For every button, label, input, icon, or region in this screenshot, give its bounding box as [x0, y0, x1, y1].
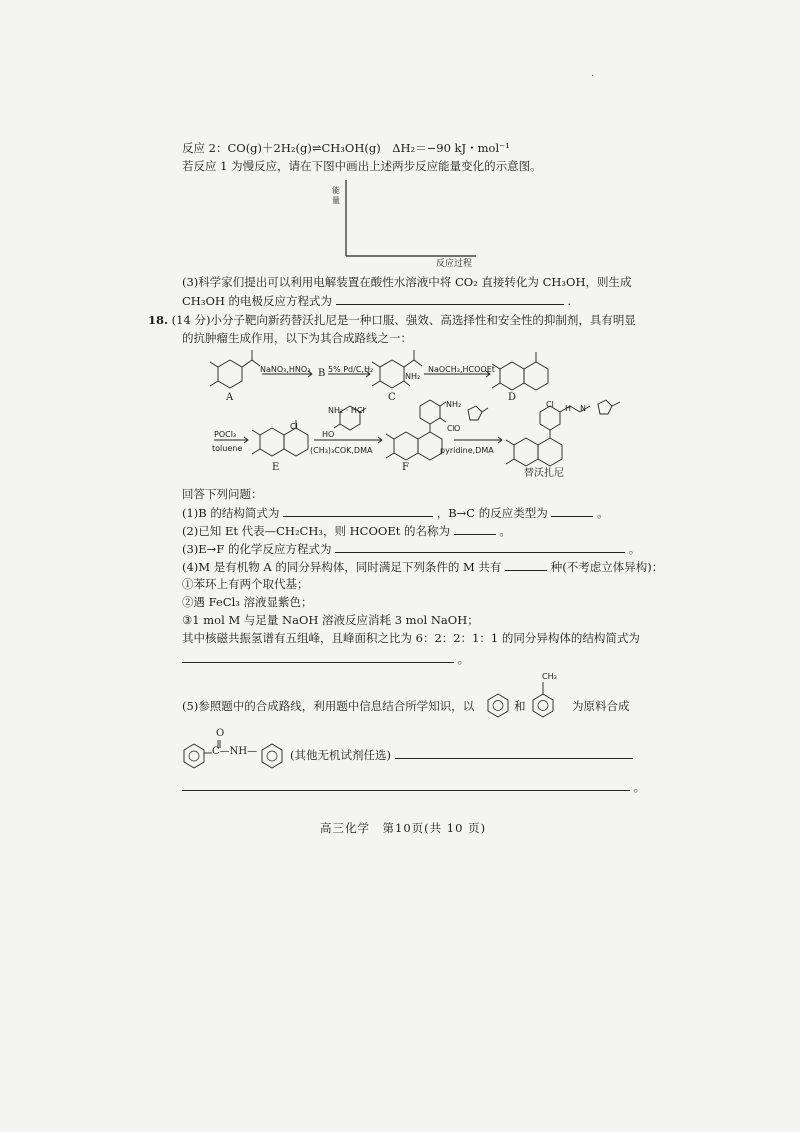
q2-text: (2)已知 Et 代表—CH₂CH₃，则 HCOOEt 的名称为 — [182, 524, 451, 538]
compound-tivozanib-structure — [506, 400, 620, 466]
q4-text: (4)M 是有机物 A 的同分异构体，同时满足下列条件的 M 共有 — [182, 560, 502, 574]
q5-text: (5)参照题中的合成路线，利用题中信息结合所学知识，以 — [182, 699, 475, 713]
label-d: D — [508, 392, 517, 403]
q3-prev-line2: CH₃OH 的电极反应方程式为 . — [182, 294, 572, 308]
reagent-a-b: NaNO₃,HNO₃ — [260, 365, 311, 374]
q1-blank-type[interactable] — [551, 504, 593, 517]
reagent-c-d: NaOCH₃,HCOOEt — [428, 365, 495, 374]
reaction-2-equation: 反应 2：CO(g)＋2H₂(g)⇌CH₃OH(g) ΔH₂＝−90 kJ・mol⁻¹ — [182, 141, 510, 155]
reagent-e-f-bottom: (CH₃)₃COK,DMA — [310, 446, 373, 455]
sub-ho: HO — [322, 430, 335, 439]
sub-cl-e: Cl — [290, 422, 298, 431]
q4-text-b: 种(不考虑立体异构)： — [550, 560, 664, 574]
label-tivozanib: 替沃扎尼 — [524, 468, 564, 479]
sub-cl-f: Cl — [447, 424, 455, 433]
compound-f-structure — [386, 400, 446, 460]
q3-prev-line1: (3)科学家们提出可以利用电解装置在酸性水溶液中将 CO₂ 直接转化为 CH₃OH，则生成 — [182, 275, 632, 289]
corner-mark: . — [591, 68, 595, 79]
label-b: B — [318, 368, 326, 379]
q4 — [182, 558, 663, 575]
q4-condition-3: ③1 mol M 与足量 NaOH 溶液反应消耗 3 mol NaOH； — [182, 613, 479, 627]
q2-blank[interactable] — [454, 522, 496, 535]
q2: (2)已知 Et 代表—CH₂CH₃，则 HCOOEt 的名称为 。 — [182, 524, 511, 538]
q5-ch3-label: CH₃ — [542, 672, 557, 681]
label-e: E — [272, 462, 280, 473]
sub-cl-g: Cl — [546, 400, 554, 409]
benzene-icon — [486, 692, 510, 718]
energy-axis-label: 能量 — [332, 186, 340, 205]
sub-n-g: N — [580, 404, 586, 413]
label-c: C — [388, 392, 396, 403]
q5-product-linker: C—NH— — [212, 746, 258, 757]
graph-instruction: 若反应 1 为慢反应，请在下图中画出上述两步反应能量变化的示意图。 — [182, 159, 542, 173]
reagent-d-e-1: POCl₃ — [214, 430, 237, 439]
q5-line3: 。 — [182, 778, 645, 795]
q4-condition-2: ②遇 FeCl₃ 溶液显紫色； — [182, 595, 313, 609]
q5-note: (其他无机试剂任选) — [290, 748, 391, 762]
q5-line2 — [290, 746, 633, 763]
progress-axis-label: 反应过程 — [436, 259, 473, 269]
answer-prompt: 回答下列问题： — [182, 487, 263, 501]
sub-nh2-f: NH₂ — [446, 400, 462, 409]
q3: (3)E→F 的化学反应方程式为 。 — [182, 542, 641, 556]
compound-d-structure — [492, 352, 548, 390]
reagent-d-e-2: toluene — [212, 444, 243, 453]
q1-text-b: ，B→C 的反应类型为 — [436, 506, 548, 520]
q5-blank-2[interactable] — [182, 778, 630, 791]
question-number: 18. — [148, 313, 169, 327]
label-a: A — [226, 392, 234, 403]
q3-blank[interactable] — [335, 540, 625, 553]
reagent-b-c: 5% Pd/C,H₂ — [328, 365, 374, 374]
q4-answer-line: 。 — [182, 650, 469, 667]
q1-blank-structure[interactable] — [283, 504, 433, 517]
q5-product-o: O — [216, 728, 225, 739]
page-footer: 高三化学 第10页(共 10 页) — [320, 821, 487, 835]
reagent-f-g: pyridine,DMA — [440, 446, 494, 455]
compound-a-structure — [210, 350, 260, 388]
q3-prev-text: CH₃OH 的电极反应方程式为 — [182, 294, 333, 308]
answer-blank[interactable] — [336, 292, 564, 305]
q5-text-b: 为原料合成 — [572, 699, 630, 713]
label-f: F — [402, 462, 409, 473]
toluene-icon — [530, 680, 556, 720]
q4-blank-structure[interactable] — [182, 650, 454, 663]
sub-o-iso: O — [454, 424, 461, 433]
question-18-line1 — [148, 312, 636, 328]
q4-blank-count[interactable] — [505, 558, 547, 571]
q5-and: 和 — [514, 699, 526, 713]
q1-text: (1)B 的结构简式为 — [182, 506, 280, 520]
question-18-text: (14 分)小分子靶向新药替沃扎尼是一种口服、强效、高选择性和安全性的抑制剂，具有明显 — [171, 313, 636, 327]
compound-e-structure — [252, 420, 308, 456]
q5-blank-1[interactable] — [395, 746, 633, 759]
q1: (1)B 的结构简式为 ，B→C 的反应类型为 。 — [182, 506, 609, 520]
sub-h-g: H — [565, 404, 572, 413]
reagent-e-f-top: NH₂ · HCl — [328, 406, 365, 415]
sub-nh2-c: NH₂ — [405, 372, 421, 381]
reagent-isoxazole-structure — [468, 406, 488, 420]
q4-nmr-text: 其中核磁共振氢谱有五组峰，且峰面积之比为 6：2：2：1：1 的同分异构体的结构简式为 — [182, 631, 640, 645]
compound-c-structure — [372, 350, 422, 388]
q4-condition-1: ①苯环上有两个取代基； — [182, 577, 309, 591]
question-18-line2: 的抗肿瘤生成作用，以下为其合成路线之一： — [182, 331, 412, 345]
q3-text: (3)E→F 的化学反应方程式为 — [182, 542, 332, 556]
q5-line1 — [182, 698, 474, 714]
energy-diagram — [318, 178, 478, 264]
